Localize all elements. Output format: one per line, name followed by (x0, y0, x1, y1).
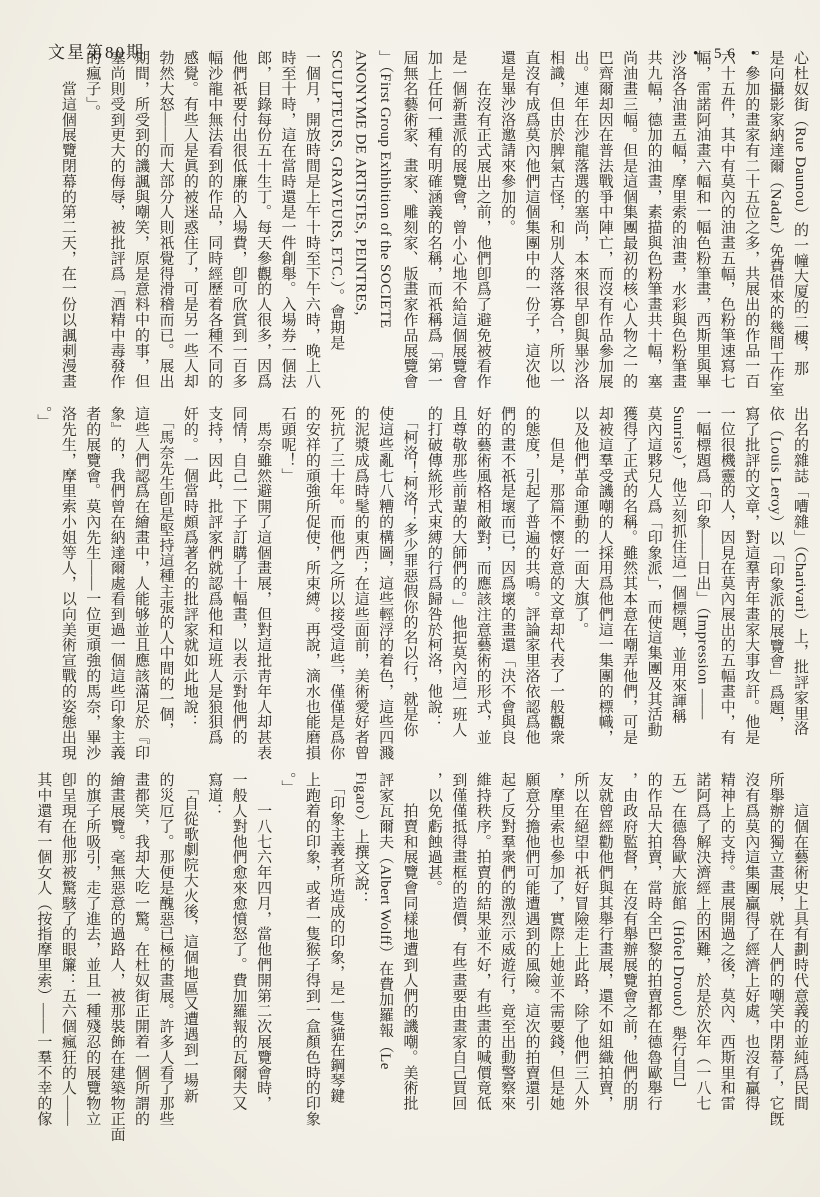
text-column: 所舉辦的獨立畫展，就在人們的嘲笑中閉幕了，它旣 (767, 772, 784, 1127)
text-column: 的態度，引起了普遍的共鳴。評論家里洛依認爲他 (523, 406, 540, 745)
text-column: 出名的雜誌「嘈雜」（Charivari）上，批評家里洛 (792, 406, 808, 736)
text-column: 諾阿爲了解決濟經上的困難，於是於次年（一八七 (694, 772, 711, 1111)
text-column: 六十五件，其中有莫內的油畫五幅，色粉筆速寫七 (718, 50, 735, 389)
text-column: 。參加的畫家有二十五位之多，共展出的作品一百 (743, 50, 760, 389)
text-column: 到僅僅抵得畫框的造價，有些畫要由畫家自己買回 (450, 772, 467, 1111)
text-column: 沙洛各油畫五幅，摩里索的油畫，水彩與色粉筆畫 (669, 50, 686, 389)
text-column: 屆無名藝術家、畫家、雕刻家、版畫家作品展覽會 (401, 50, 418, 389)
article-band-bottom (31, 772, 812, 1166)
text-column: 繪畫展覽。毫無惡意的過路人，被那裝飾在建築物正面 (108, 772, 125, 1142)
text-column: Sunrise），他立刻抓住這一個標題，並用來諢稱 (669, 406, 686, 724)
text-column: 的泥漿成爲時髦的東西；在這些面前，美術愛好者曾 (352, 406, 369, 761)
text-column: 卽呈現在他那被驚駭了的眼簾：五六個瘋狂的人—— (59, 772, 76, 1127)
text-column: 的作品大拍賣，當時全巴黎的拍賣都在德魯歐舉行 (645, 772, 662, 1111)
text-column: 獲得了正式的名稱。雖然其本意在嘲弄他們，可是 (621, 406, 638, 745)
text-column: 維持秩序。拍賣的結果並不好，有些畫的喊價竟低 (474, 772, 491, 1111)
article-band-top (55, 50, 812, 400)
text-column: 。」 (35, 406, 52, 430)
text-column: 相識，但由於脾氣古怪，和別人落落寡合，所以一 (547, 50, 564, 389)
text-column: 當這個展覽閉幕的第二天，在一份以諷刺漫畫 (59, 50, 76, 389)
text-column: 依（Louis Leroy）以「印象派的展覽會」爲題， (767, 406, 784, 731)
text-column: 死抗了三十年。而他們之所以接受這些，僅僅是爲你 (328, 406, 345, 761)
text-column: 沒有爲莫內這集團贏得了經濟上好處，也沒有贏得 (743, 772, 760, 1111)
text-column: 一個月，開放時間是上午十時至下午六時，晚上八 (303, 50, 320, 389)
text-column: 勃然大怒——而大部分人則祇覺得滑稽而已。展出 (157, 50, 174, 389)
text-column: 支持，因此，批評家們就認爲他和這班人是狼狽爲 (206, 406, 223, 745)
text-column: 是向攝影家納達爾（Nadar）免費借來的幾間工作室 (767, 50, 784, 397)
text-column: 這些人們認爲在繪畫中，人能够並且應該滿足於『印 (133, 406, 150, 761)
text-column: ，摩里索也參加了，實際上她並不需要錢，但是她 (547, 772, 564, 1111)
text-column: 時至十時，這在當時還是一件創舉。入場券一個法 (279, 50, 296, 389)
text-column: Figaro）上撰文說： (352, 772, 369, 906)
text-column: 感覺。有些人是眞的被迷惑住了，可是另一些人却 (181, 50, 198, 389)
text-column: 們的畫不祇是壞而已，因爲壞的畫還「決不會與良 (499, 406, 516, 745)
text-column: 所以在絕望中祇好冒險走上此路，除了他們三人外 (572, 772, 589, 1111)
text-column: SCULPTEURS, GRAVEURS, ETC.）。會期是 (328, 50, 345, 351)
text-column: 同情，自己一下子訂購了十幅畫，以表示對他們的 (230, 406, 247, 745)
text-column: 洛先生，摩里索小姐等人，以向美術宣戰的姿態出現 (59, 406, 76, 761)
page-header (0, 0, 820, 62)
text-column: 寫道： (206, 772, 223, 819)
article-band-middle (31, 406, 812, 764)
text-column: ANONYME DE ARTISTES, PEINTRES, (352, 50, 369, 316)
text-column: 願意分擔他們可能遭遇到的風險。這次的拍賣還引 (523, 772, 540, 1111)
text-column: 加上任何一種有明確涵義的名稱，而祇稱爲「第一 (425, 50, 442, 389)
text-column: 一位很機靈的人，因見在莫內展出的五幅畫中，有 (718, 406, 735, 745)
text-column: 但是，那篇不懷好意的文章却代表了一般觀衆 (547, 406, 564, 745)
text-column: ，由政府監督，在沒有舉辦展覽會之前，他們的朋 (621, 772, 638, 1111)
text-column: 好的藝術風格相敵對，而應該注意藝術的形式，並 (474, 406, 491, 745)
text-column: 的瘋子」。 (84, 50, 101, 120)
text-column: 出。連年在沙龍落選的塞尚，本來很早卽與畢沙洛 (572, 50, 589, 389)
text-column: 以及他們革命運動的一面大旗了。 (572, 406, 589, 637)
text-column: 郎，目錄每份五十生丁。每天參觀的人很多，因爲 (255, 50, 272, 389)
text-column: 且尊敬那些前輩的大師們的。」他把莫內這一班人 (450, 406, 467, 738)
text-column: 馬奈雖然避開了這個畫展，但對這批靑年人却甚表 (255, 406, 272, 761)
text-column: 還是畢沙洛邀請來參加的。 (499, 50, 516, 235)
article-body (0, 42, 820, 1166)
text-column: 的旗子所吸引，走了進去，並且一種殘忍的展覽物立 (84, 772, 101, 1127)
text-column: 。」 (279, 772, 296, 796)
text-column: 上跑着的印象，或者一隻猴子得到一盒顏色時的印象 (303, 772, 320, 1127)
text-column: 幅，雷諾阿油畫六幅和一幅色粉筆畫，西斯里與畢 (694, 50, 711, 389)
text-column: 這個在藝術史上具有劃時代意義的並純爲民間 (792, 772, 808, 1111)
text-column: 巴齊爾却因在普法戰爭中陣亡，而沒有作品參加展 (596, 50, 613, 389)
text-column: 心杜奴街（Rue Daunou）的一幢大厦的二樓，那 (792, 50, 808, 376)
text-column: 莫內這夥兒人爲「印象派」，而使這集團及其活動 (645, 406, 662, 738)
text-column: 一幅標題爲「印象——日出」（Impression —— (694, 406, 711, 720)
text-column: 評家瓦爾夫（Albert Wolff）在費加羅報（Le (377, 772, 394, 1070)
text-column: 」（First Group Exhibition of the SOCIETE (377, 50, 394, 329)
text-column: 一般人對他們愈來愈憤怒了。費加羅報的瓦爾夫又 (230, 772, 247, 1111)
text-column: 其中還有一個女人（按指摩里索）——一羣不幸的傢 (35, 772, 52, 1127)
page-number: • 56 • (692, 46, 762, 62)
text-column: 的打破傳統形式束縛的行爲歸咎於柯洛，他說： (425, 406, 442, 730)
text-column: 寫了批評的文章，對這羣靑年畫家大事攻訐。他是 (743, 406, 760, 745)
text-column: 精神上的支持。畫展開過之後，莫內、西斯里和雷 (718, 772, 735, 1111)
text-column: 「自從歌劇院大火後，這個地區又遭遇到一場新 (181, 772, 198, 1104)
text-column: 石頭呢！」 (279, 406, 296, 483)
text-column: 直沒有成爲莫內他們這個集團中的一份子，這次他 (523, 50, 540, 389)
text-column: 期間，所受到的譏諷與嘲笑，原是意料中的事，但 (133, 50, 150, 389)
text-column: 是一個新畫派的展覽會，曾小心地不給這個展覽會 (450, 50, 467, 389)
journal-title: 文星第80期 (48, 43, 145, 62)
text-column: 象』的，我們曾在納達爾處看到過一個這些印象主義 (108, 406, 125, 761)
text-column: 者的展覽會。莫內先生——一位更頑強的馬奈，畢沙 (84, 406, 101, 761)
text-column: 五）在德魯歐大旅館（Hôtel Drouot）舉行自己 (669, 772, 686, 1088)
text-column: 「印象主義者所造成的印象，是一隻貓在鋼琴鍵 (328, 772, 345, 1104)
text-column: 奸的。一個當時頗爲著名的批評家就如此地說： (181, 406, 198, 730)
text-column: 「馬奈先生卽是堅持這種主張的人中間的一個， (157, 406, 174, 738)
text-column: 的災厄了。那便是醜惡已極的畫展。許多人看了那些 (157, 772, 174, 1127)
text-column: 使這些亂七八糟的構圖，這些輕浮的着色，這些四濺 (377, 406, 394, 761)
text-column: 起了反對羣衆們的激烈示威遊行，竟至出動警察來 (499, 772, 516, 1111)
text-column: 幅沙龍中無法看到的作品，同時經歷着各種不同的 (206, 50, 223, 389)
text-column: 他們祇要付出很低廉的入場費，卽可欣賞到一百多 (230, 50, 247, 389)
text-column: 却被這羣受譏嘲的人採用爲他們這一集團的標幟， (596, 406, 613, 745)
text-column: 尚油畫三幅。但是這個集團最初的核心人物之一的 (621, 50, 638, 389)
text-column: 拍賣和展覽會同樣地遭到人們的譏嘲。美術批 (401, 772, 418, 1111)
text-column: 畫都笑，我却大吃一驚。在杜奴街正開着一個所謂的 (133, 772, 150, 1127)
text-column: 在沒有正式展出之前，他們卽爲了避免被看作 (474, 50, 491, 389)
text-column: ，以免虧蝕過甚。 (425, 772, 442, 896)
text-column: 「柯洛！柯洛！多少罪惡假你的名以行，就是你 (401, 406, 418, 738)
text-column: 友就曾經勸他們與其舉行畫展，還不如組織拍賣， (596, 772, 613, 1111)
text-column: 的安祥的頑強所促使，所束縛。再說，滴水也能磨損 (303, 406, 320, 761)
text-column: 共九幅，德加的油畫，素描與色粉筆畫共十幅，塞 (645, 50, 662, 389)
text-column: 一八七六年四月，當他們開第二次展覽會時， (255, 772, 272, 1111)
text-column: 塞尚則受到更大的侮辱，被批評爲「酒精中毒發作 (108, 50, 125, 389)
